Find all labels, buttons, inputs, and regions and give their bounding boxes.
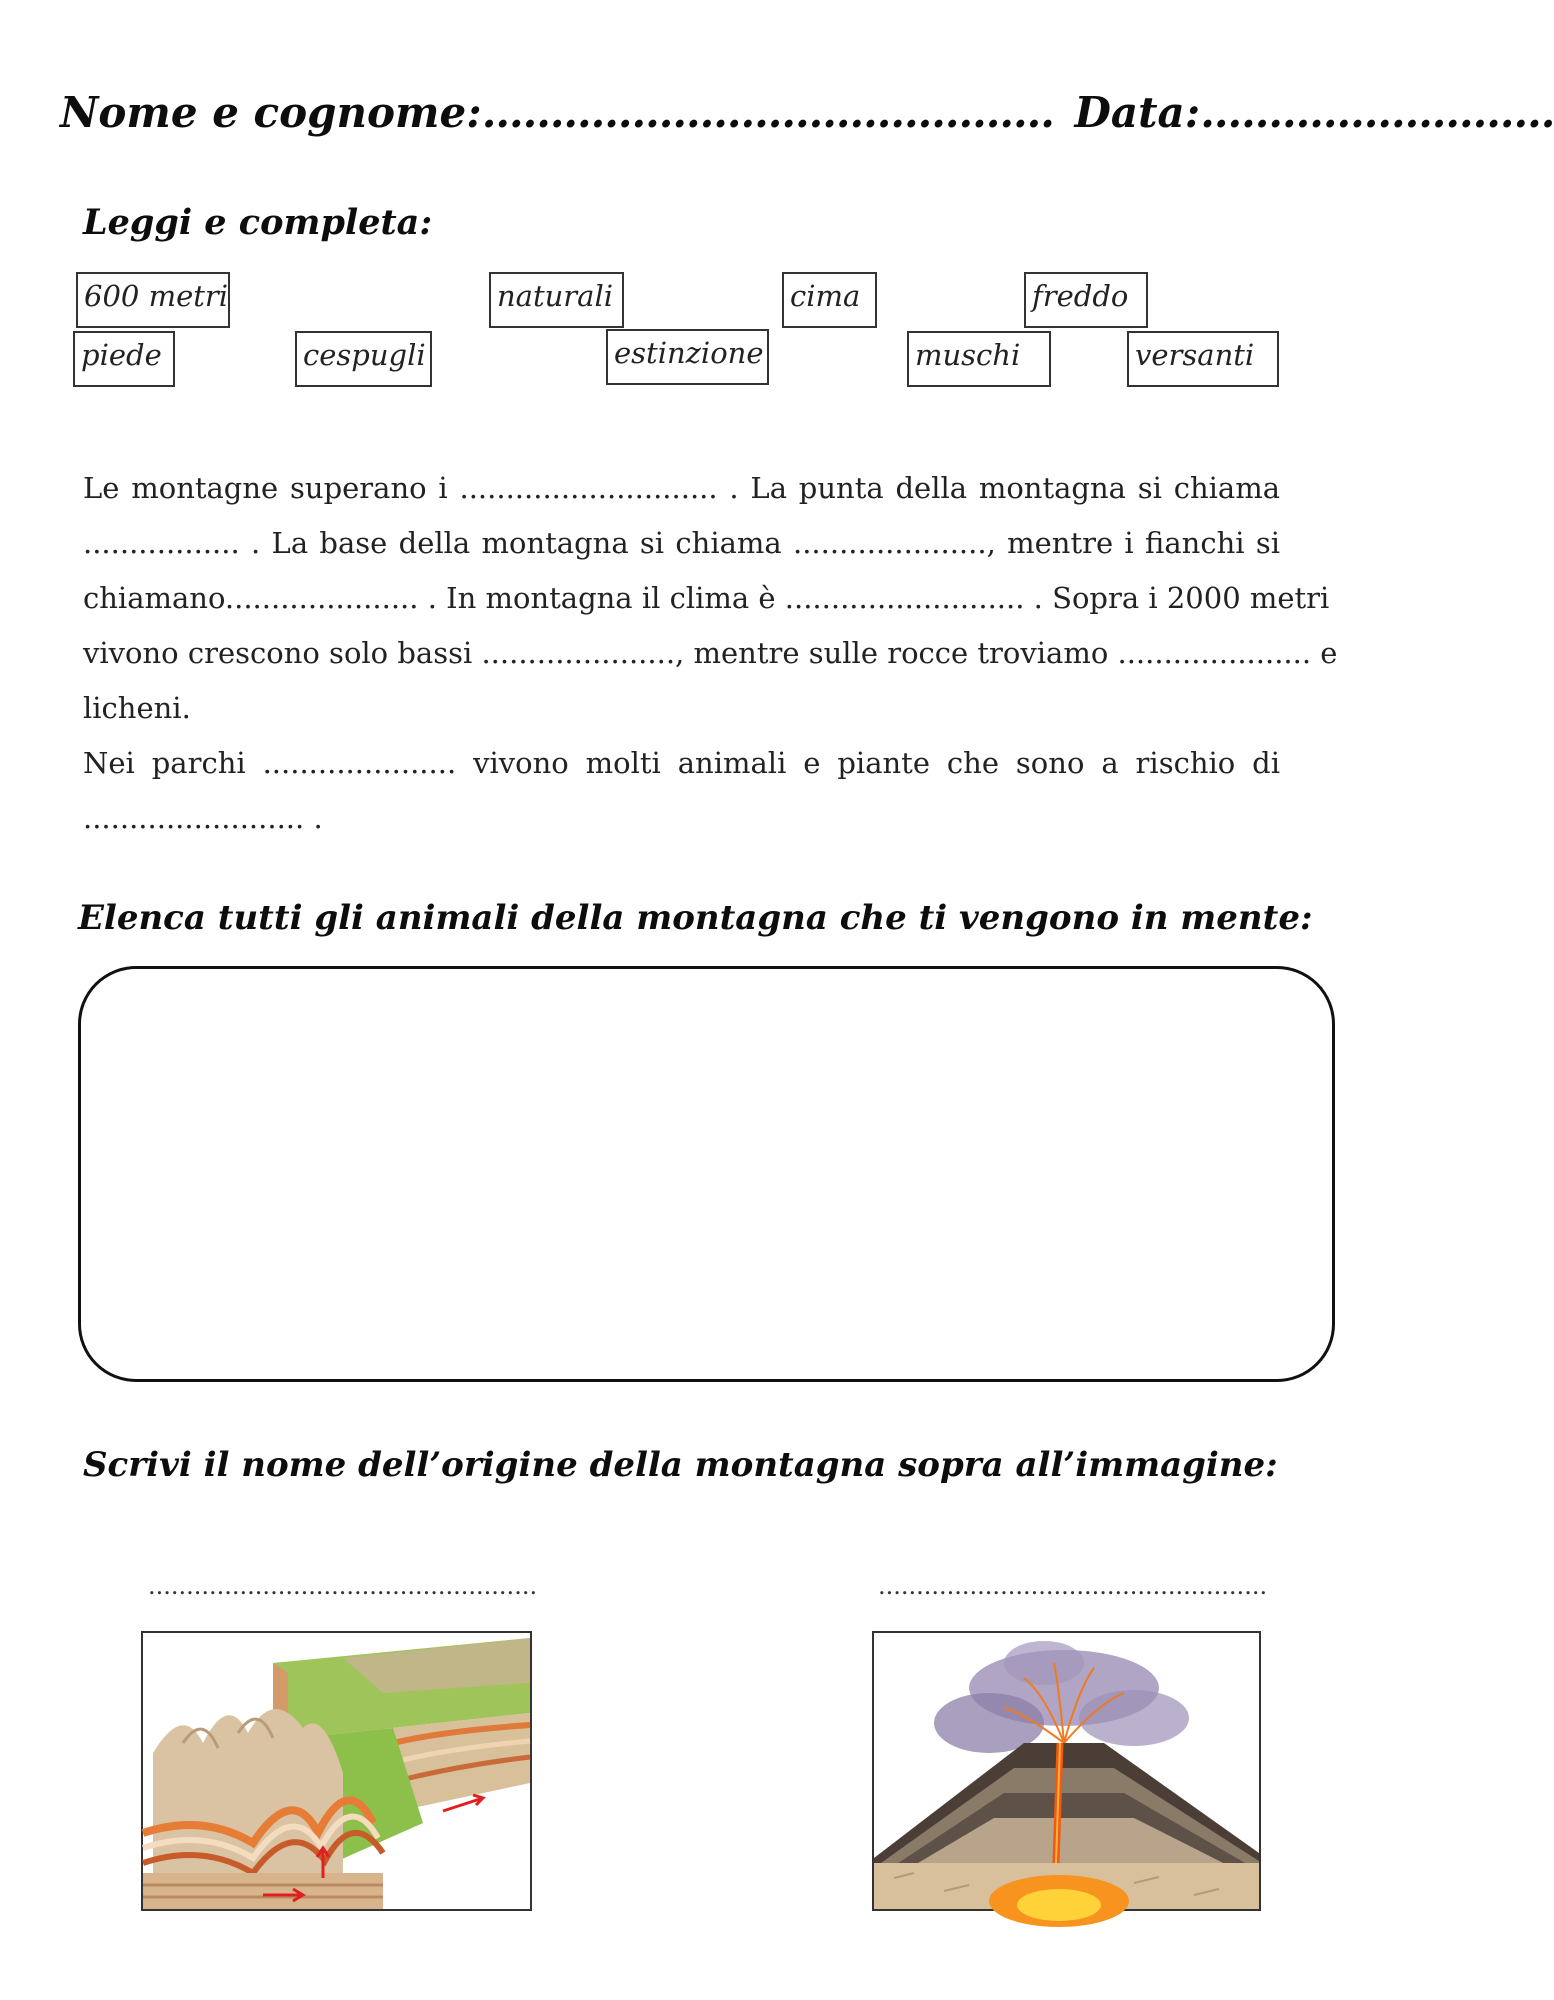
word-box-cespugli: cespugli xyxy=(295,331,432,387)
paragraph-line-6: Nei parchi ..................... vivono molti animali e piante che sono a rischio di xyxy=(83,746,1280,780)
word-box-estinzione: estinzione xyxy=(606,329,769,385)
date-label: Data: xyxy=(1074,88,1201,137)
paragraph-line-1: Le montagne superano i ............................ . La punta della montagna si chiama xyxy=(83,471,1280,505)
fold-mountains-illustration xyxy=(141,1631,532,1911)
exercise1-title: Leggi e completa: xyxy=(83,202,433,243)
right-answer-line[interactable]: ................................................... xyxy=(878,1572,1268,1600)
name-dots[interactable]: .......................................... xyxy=(481,88,1054,137)
volcano-illustration xyxy=(872,1631,1261,1911)
date-dots[interactable]: .......................... xyxy=(1200,88,1554,137)
word-box-muschi: muschi xyxy=(907,331,1051,387)
word-box-versanti: versanti xyxy=(1127,331,1279,387)
paragraph-line-5: licheni. xyxy=(83,691,191,725)
name-label: Nome e cognome: xyxy=(60,88,482,137)
paragraph-line-3: chiamano..................... . In montagna il clima è .......................... . Sopra i 2000 metri xyxy=(83,581,1330,615)
animals-answer-box[interactable] xyxy=(78,966,1335,1382)
word-box-cima: cima xyxy=(782,272,877,328)
paragraph-line-7: ........................ . xyxy=(83,801,323,835)
exercise2-title: Elenca tutti gli animali della montagna che ti vengono in mente: xyxy=(78,898,1313,938)
paragraph-line-4: vivono crescono solo bassi ....................., mentre sulle rocce troviamo ..................... e xyxy=(83,636,1338,670)
exercise3-title: Scrivi il nome dell’origine della montagna sopra all’immagine: xyxy=(83,1445,1278,1485)
header-line xyxy=(60,88,1554,137)
left-answer-line[interactable]: ................................................... xyxy=(148,1572,538,1600)
word-box-naturali: naturali xyxy=(489,272,624,328)
paragraph-line-2: ................. . La base della montagna si chiama ....................., mentre i fianchi si xyxy=(83,526,1280,560)
word-box-freddo: freddo xyxy=(1024,272,1148,328)
word-box-piede: piede xyxy=(73,331,175,387)
word-box-600-metri: 600 metri xyxy=(76,272,230,328)
